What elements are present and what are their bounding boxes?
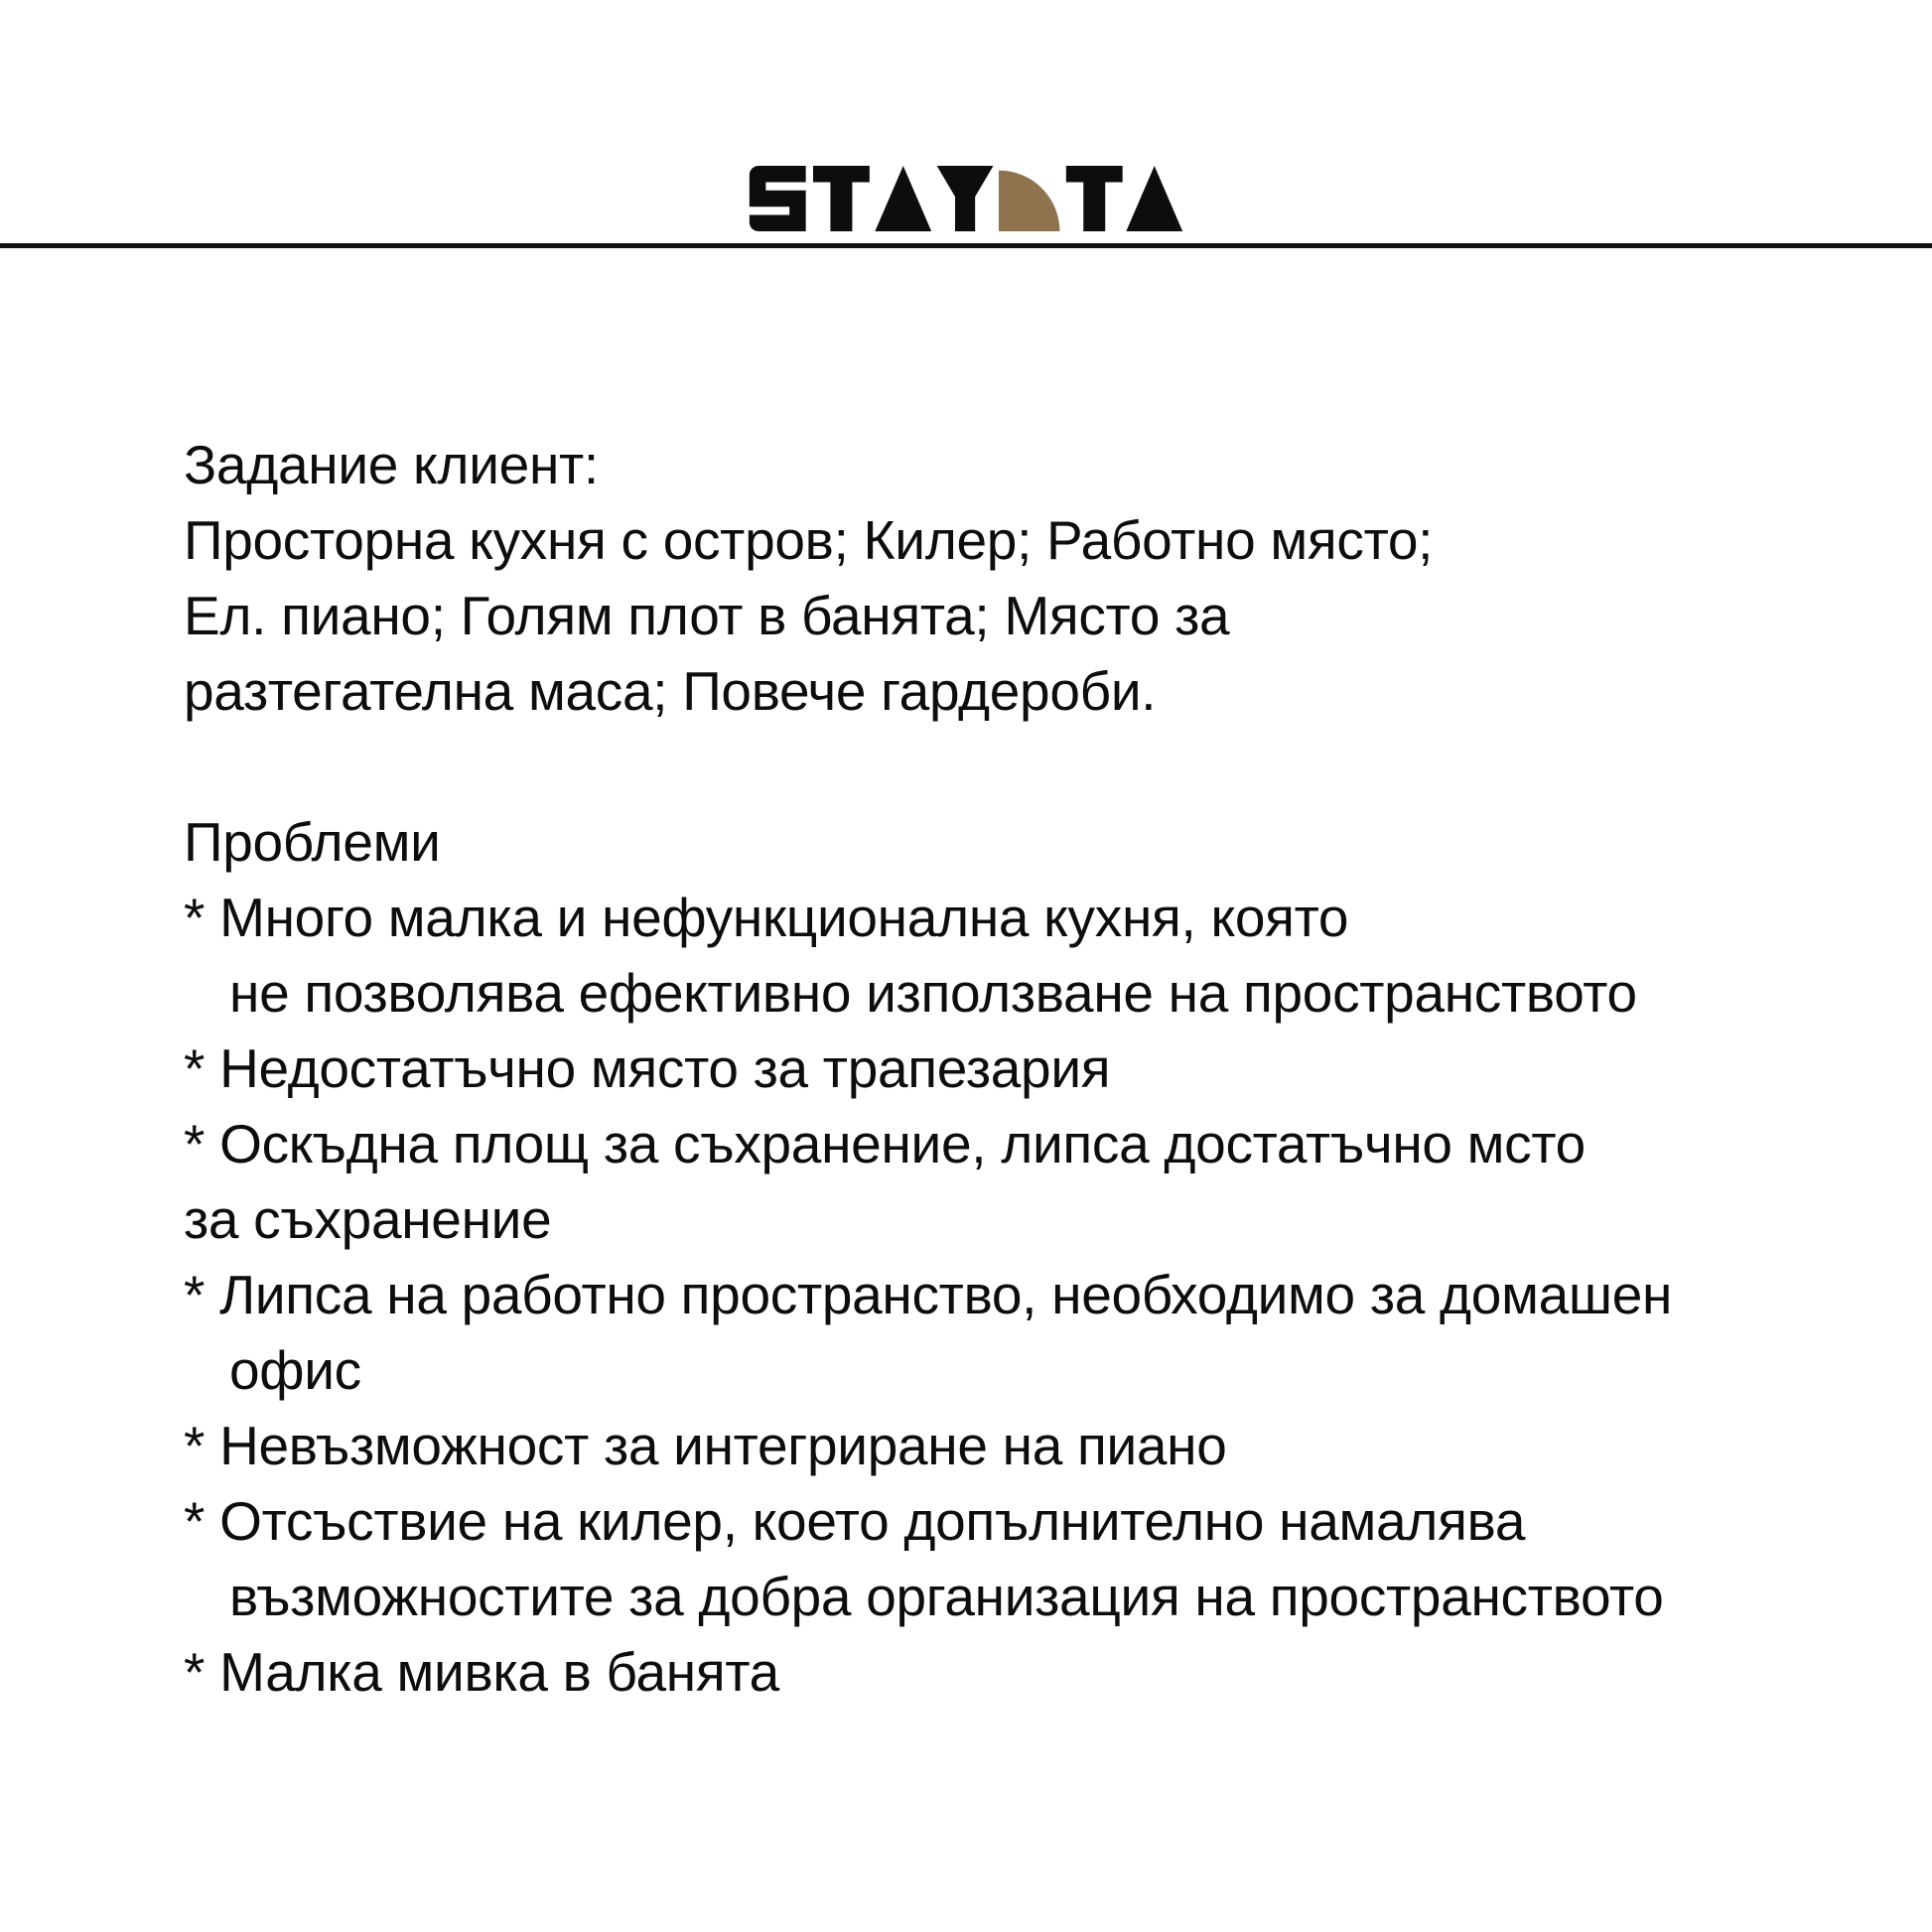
text-line-10: * Оскъдна площ за съхранение, липса достатъчно мсто — [184, 1113, 1586, 1174]
text-line-3: Ел. пиано; Голям плот в банята; Място за — [184, 585, 1230, 646]
text-line-13: офис — [229, 1339, 361, 1401]
text-line-9: * Недостатъчно място за трапезария — [184, 1037, 1111, 1099]
text-line-17: * Малка мивка в банята — [184, 1641, 779, 1703]
logo-letter-t2 — [1066, 166, 1123, 231]
logo-letter-y — [937, 166, 994, 231]
brand-logo — [749, 166, 1183, 231]
text-line-7: * Много малка и нефункционална кухня, която — [184, 887, 1349, 948]
header-divider — [0, 243, 1932, 248]
text-line-11: за съхранение — [184, 1188, 552, 1250]
document-text — [184, 427, 1672, 1710]
text-line-2: Просторна кухня с остров; Килер; Работно място; — [184, 509, 1434, 571]
logo-letter-a1 — [875, 166, 931, 231]
logo-letter-a2 — [1126, 166, 1182, 231]
text-line-12: * Липса на работно пространство, необходимо за домашен — [184, 1264, 1673, 1325]
logo-letters — [750, 166, 1182, 231]
text-line-8: не позволява ефективно използване на пространството — [229, 962, 1637, 1024]
text-line-15: * Отсъствие на килер, което допълнително намалява — [184, 1490, 1526, 1552]
logo-letter-t1 — [813, 166, 870, 231]
text-line-4: разтегателна маса; Повече гардероби. — [184, 660, 1157, 722]
text-line-6: Проблеми — [184, 811, 441, 873]
text-line-5 — [184, 729, 1672, 804]
text-line-16: възможностите за добра организация на пространството — [229, 1566, 1664, 1627]
text-line-14: * Невъзможност за интегриране на пиано — [184, 1415, 1227, 1476]
logo-letter-s — [750, 166, 806, 231]
text-line-1: Задание клиент: — [184, 434, 599, 495]
logo-mark-quarter-circle-icon — [999, 171, 1059, 231]
